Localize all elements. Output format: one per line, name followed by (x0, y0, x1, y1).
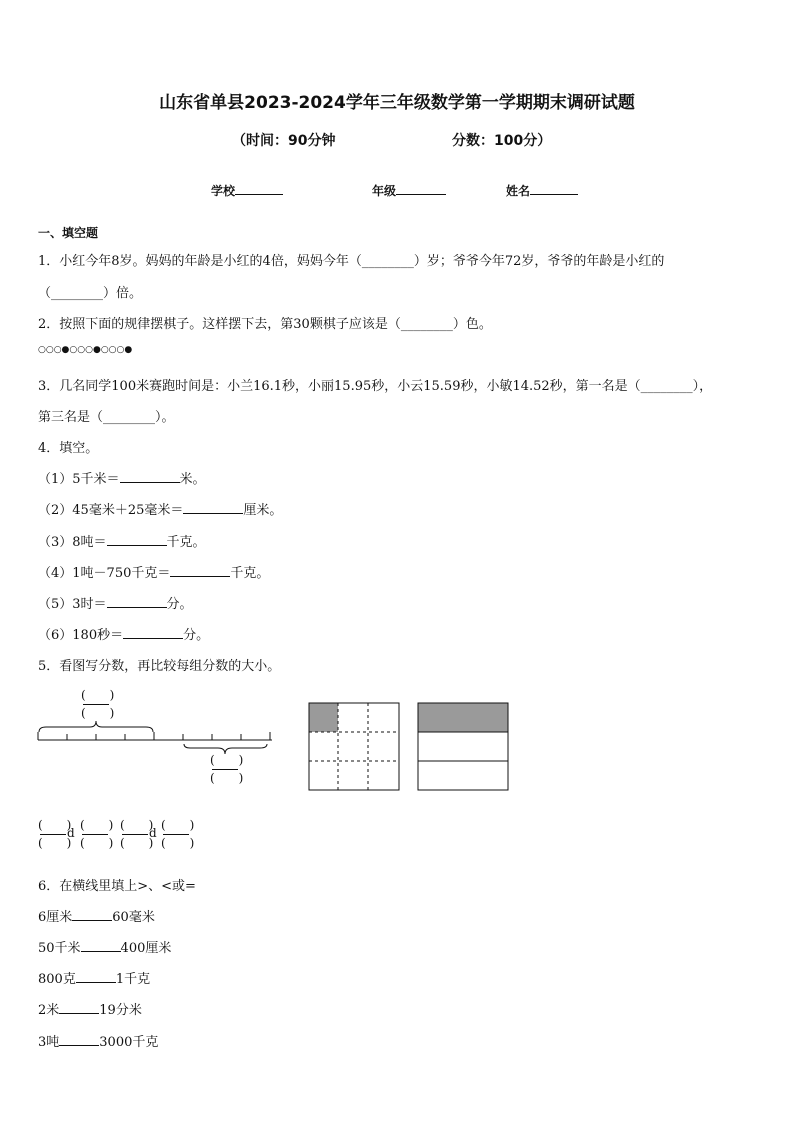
shaded-cell (309, 703, 338, 732)
question-6: 6．在横线里填上>、<或= (38, 879, 196, 894)
q6-item-1[interactable]: 6厘米 60毫米 (38, 910, 155, 925)
shaded-bar (418, 703, 508, 732)
compare-frac-4[interactable]: ( ) ( ) (161, 818, 195, 850)
time-label: （时间：90分钟 (232, 133, 336, 149)
q4-item-6[interactable]: （6）180秒＝ 分。 (38, 628, 210, 643)
section-heading: 一、填空题 (38, 226, 99, 240)
page-title: 山东省单县2023-2024学年三年级数学第一学期期末调研试题 (159, 93, 635, 113)
q4-item-3[interactable]: （3）8吨＝ 千克。 (38, 535, 206, 550)
bar-figure (417, 702, 511, 792)
question-4: 4．填空。 (38, 441, 99, 456)
grade-field[interactable] (372, 182, 446, 199)
grade-label: 年级 (372, 184, 397, 198)
q6-item-2[interactable]: 50千米 400厘米 (38, 941, 172, 956)
question-2: 2．按照下面的规律摆棋子。这样摆下去，第30颗棋子应该是（________）色。 (38, 317, 492, 332)
q6-item-5[interactable]: 3吨 3000千克 (38, 1035, 159, 1050)
q6-item-4[interactable]: 2米 19分米 (38, 1003, 142, 1018)
grid-figure (308, 702, 402, 792)
compare-symbol-2: d (149, 826, 157, 840)
q4-item-5[interactable]: （5）3时＝ 分。 (38, 597, 193, 612)
compare-frac-2[interactable]: ( ) ( ) (80, 818, 114, 850)
question-3-line2: 第三名是（________）。 (38, 410, 175, 425)
name-label: 姓名 (506, 184, 531, 198)
q6-item-3[interactable]: 800克 1千克 (38, 972, 151, 987)
question-3-line1: 3．几名同学100米赛跑时间是：小兰16.1秒，小丽15.95秒，小云15.59秒，小敏14.52秒，第一名是（________）， (38, 379, 713, 394)
q4-item-1[interactable]: （1）5千米＝ 米。 (38, 472, 206, 487)
score-label: 分数：100分） (452, 133, 552, 149)
q4-item-4[interactable]: （4）1吨－750千克＝ 千克。 (38, 566, 270, 581)
school-label: 学校 (211, 184, 236, 198)
school-field[interactable] (211, 182, 283, 199)
question-1-line1: 1．小红今年8岁。妈妈的年龄是小红的4倍，妈妈今年（________）岁；爷爷今年72岁，爷爷的年龄是小红的 (38, 254, 665, 269)
chess-pattern: ○○○●○○○●○○○● (38, 345, 133, 355)
compare-symbol-1: d (67, 826, 75, 840)
fraction-bottom[interactable]: ( ) ( ) (210, 753, 244, 785)
name-field[interactable] (506, 182, 578, 199)
fraction-top[interactable]: ( ) ( ) (81, 688, 115, 720)
q4-item-2[interactable]: （2）45毫米＋25毫米＝ 厘米。 (38, 503, 283, 518)
question-5: 5．看图写分数，再比较每组分数的大小。 (38, 659, 281, 674)
question-1-line2: （________）倍。 (38, 286, 143, 301)
compare-frac-3[interactable]: ( ) ( ) (120, 818, 154, 850)
compare-frac-1[interactable]: ( ) ( ) (38, 818, 72, 850)
